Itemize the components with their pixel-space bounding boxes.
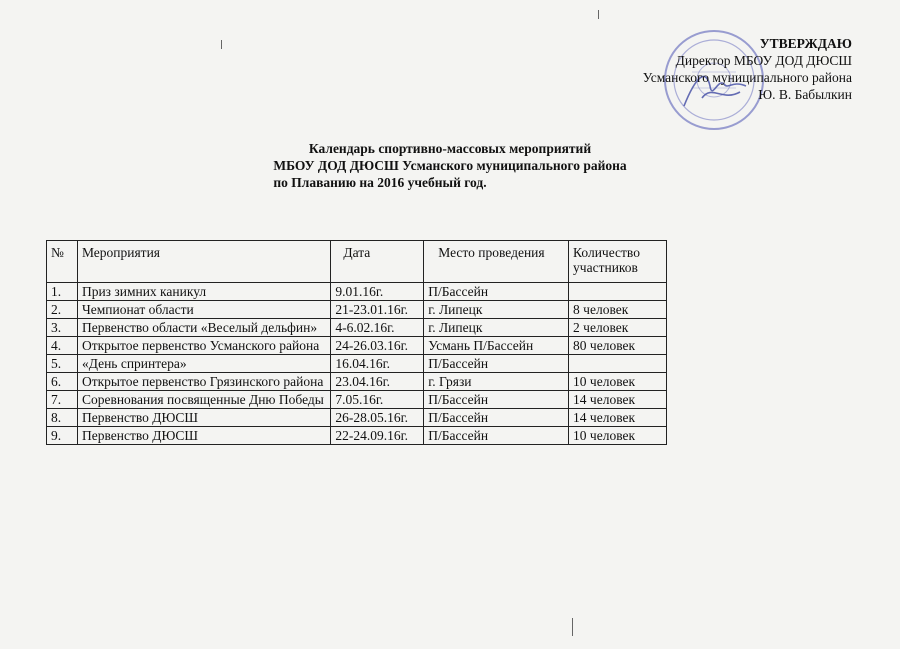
title-line-1: Календарь спортивно-массовых мероприятий xyxy=(308,141,592,156)
approval-block xyxy=(643,35,852,103)
table-row xyxy=(47,355,667,373)
row-number: 4. xyxy=(47,337,78,355)
table-row xyxy=(47,337,667,355)
approval-line-district: Усманского муниципального района xyxy=(642,70,852,85)
row-participants: 14 человек xyxy=(569,391,667,409)
scan-mark xyxy=(221,40,222,49)
approval-line-director: Директор МБОУ ДОД ДЮСШ xyxy=(675,53,852,68)
scan-mark xyxy=(572,618,573,636)
row-place: П/Бассейн xyxy=(424,409,569,427)
row-event: Приз зимних каникул xyxy=(77,283,330,301)
row-event: «День спринтера» xyxy=(77,355,330,373)
row-date: 7.05.16г. xyxy=(331,391,424,409)
table-row xyxy=(47,391,667,409)
row-event: Открытое первенство Грязинского района xyxy=(77,373,330,391)
row-number: 7. xyxy=(47,391,78,409)
header-participants: Количество участников xyxy=(569,241,667,283)
title-line-2: МБОУ ДОД ДЮСШ Усманского муниципального района xyxy=(273,158,627,173)
row-number: 8. xyxy=(47,409,78,427)
events-table xyxy=(46,240,667,445)
row-date: 16.04.16г. xyxy=(331,355,424,373)
table-row xyxy=(47,427,667,445)
row-participants xyxy=(569,355,667,373)
row-event: Чемпионат области xyxy=(77,301,330,319)
row-number: 5. xyxy=(47,355,78,373)
row-participants: 10 человек xyxy=(569,427,667,445)
header-event: Мероприятия xyxy=(77,241,330,283)
row-participants: 80 человек xyxy=(569,337,667,355)
row-place: П/Бассейн xyxy=(424,391,569,409)
table-row xyxy=(47,301,667,319)
table-row xyxy=(47,373,667,391)
approval-heading: УТВЕРЖДАЮ xyxy=(759,36,852,51)
row-participants: 14 человек xyxy=(569,409,667,427)
row-place: П/Бассейн xyxy=(424,283,569,301)
header-place: Место проведения xyxy=(424,241,569,283)
row-event: Открытое первенство Усманского района xyxy=(77,337,330,355)
row-participants xyxy=(569,283,667,301)
header-date: Дата xyxy=(331,241,424,283)
row-event: Первенство ДЮСШ xyxy=(77,427,330,445)
row-event: Соревнования посвященные Дню Победы xyxy=(77,391,330,409)
row-event: Первенство области «Веселый дельфин» xyxy=(77,319,330,337)
row-number: 2. xyxy=(47,301,78,319)
row-place: П/Бассейн xyxy=(424,355,569,373)
approval-line-name: Ю. В. Бабылкин xyxy=(758,87,852,102)
row-number: 3. xyxy=(47,319,78,337)
row-place: г. Липецк xyxy=(424,319,569,337)
row-date: 23.04.16г. xyxy=(331,373,424,391)
row-date: 21-23.01.16г. xyxy=(331,301,424,319)
row-participants: 8 человек xyxy=(569,301,667,319)
row-date: 22-24.09.16г. xyxy=(331,427,424,445)
table-header-row xyxy=(47,241,667,283)
row-date: 9.01.16г. xyxy=(331,283,424,301)
row-number: 9. xyxy=(47,427,78,445)
row-participants: 2 человек xyxy=(569,319,667,337)
row-participants: 10 человек xyxy=(569,373,667,391)
table-row xyxy=(47,319,667,337)
row-date: 4-6.02.16г. xyxy=(331,319,424,337)
row-date: 24-26.03.16г. xyxy=(331,337,424,355)
table-row xyxy=(47,409,667,427)
row-place: г. Липецк xyxy=(424,301,569,319)
row-event: Первенство ДЮСШ xyxy=(77,409,330,427)
row-place: Усмань П/Бассейн xyxy=(424,337,569,355)
document-title xyxy=(0,140,900,191)
row-number: 1. xyxy=(47,283,78,301)
header-number: № xyxy=(47,241,78,283)
row-place: П/Бассейн xyxy=(424,427,569,445)
row-date: 26-28.05.16г. xyxy=(331,409,424,427)
scan-mark xyxy=(598,10,599,19)
table-row xyxy=(47,283,667,301)
title-line-3: по Плаванию на 2016 учебный год. xyxy=(273,175,487,190)
row-place: г. Грязи xyxy=(424,373,569,391)
row-number: 6. xyxy=(47,373,78,391)
